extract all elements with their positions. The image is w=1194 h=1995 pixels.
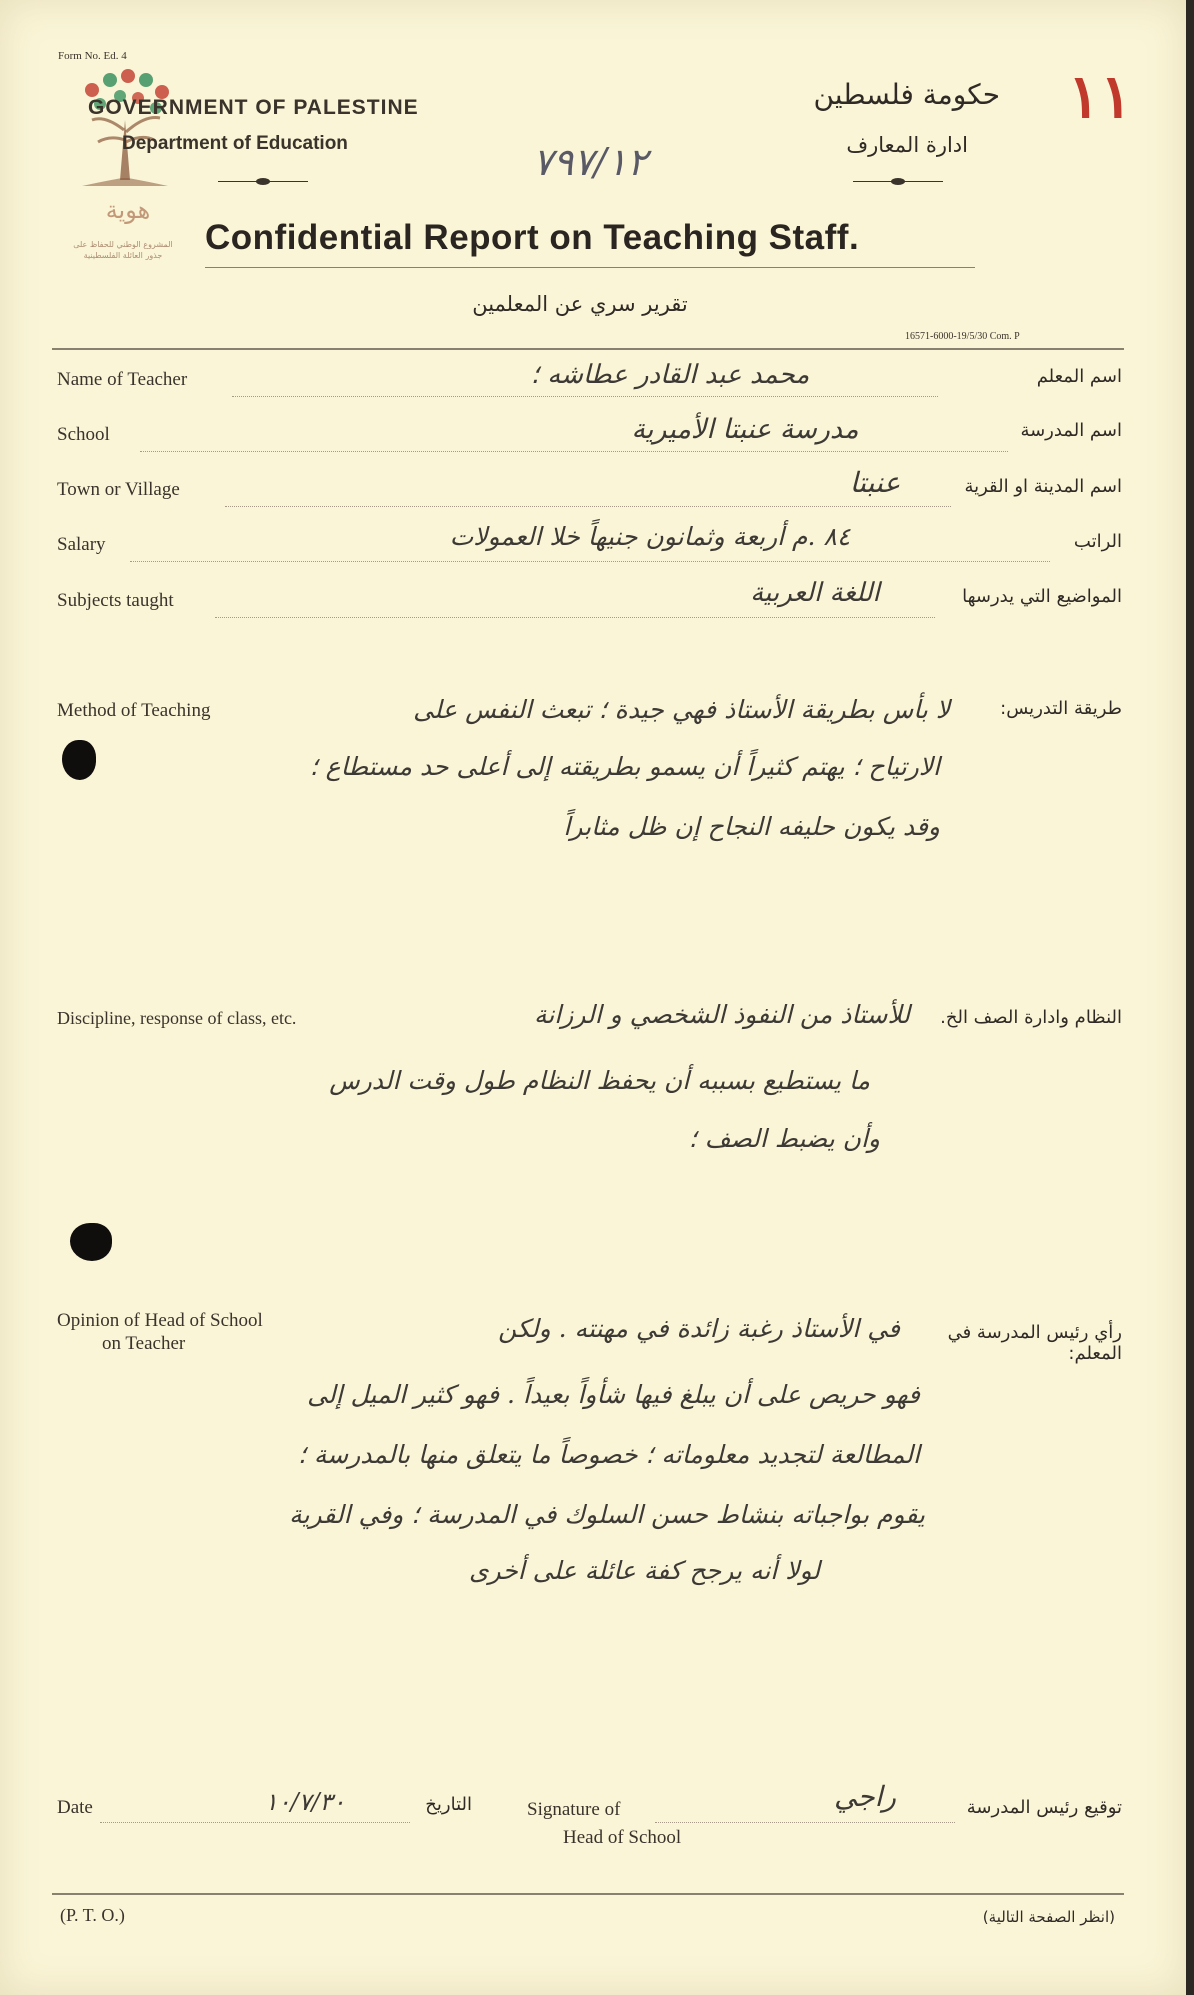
- discipline-text-line-1: للأستاذ من النفوذ الشخصي و الرزانة: [533, 1000, 910, 1029]
- opinion-text-line-4: يقوم بواجباته بنشاط حسن السلوك في المدرسة ؛ وفي القرية: [289, 1500, 925, 1529]
- opinion-label-en-2: on Teacher: [102, 1333, 186, 1354]
- field-label-salary-ar: الراتب: [1073, 531, 1122, 552]
- opinion-text-line-2: فهو حريص على أن يبلغ فيها شأواً بعيداً . فهو كثير الميل إلى: [307, 1380, 920, 1409]
- ink-blot-1: [62, 740, 96, 780]
- watermark-brand: هوية: [105, 196, 151, 224]
- tree-logo-icon: [70, 60, 180, 190]
- field-value-salary: ٨٤ .م أربعة وثمانون جنيهاً خلا العمولات: [449, 522, 851, 551]
- header-rule: [52, 348, 1124, 350]
- field-value-name: محمد عبد القادر عطاشه ؛: [530, 360, 810, 390]
- corner-red-mark: ١١: [1067, 62, 1133, 132]
- date-label-ar: التاريخ: [425, 1794, 472, 1815]
- signature-label-en-1: Signature of: [527, 1799, 621, 1820]
- opinion-label-en-1: Opinion of Head of School: [57, 1310, 263, 1331]
- method-label-en: Method of Teaching: [57, 700, 211, 721]
- report-title-ar: تقرير سري عن المعلمين: [472, 292, 688, 316]
- signature-value: راجي: [834, 1780, 896, 1813]
- date-line: [100, 1822, 410, 1823]
- field-label-name-ar: اسم المعلم: [1036, 366, 1122, 387]
- footer-rule: [52, 1893, 1124, 1895]
- method-text-line-2: الارتياح ؛ يهتم كثيراً أن يسمو بطريقته إلى أعلى حد مستطاع ؛: [309, 752, 940, 781]
- field-label-name-en: Name of Teacher: [57, 369, 188, 390]
- field-line-salary: [130, 561, 1050, 562]
- reference-number-handwritten: ٧٩٧/١٢: [532, 140, 648, 184]
- field-value-subjects: اللغة العربية: [750, 578, 880, 608]
- pto-ar: (انظر الصفحة التالية): [982, 1908, 1115, 1926]
- field-line-subjects: [215, 617, 935, 618]
- signature-label-en-2: Head of School: [563, 1827, 682, 1848]
- method-text-line-3: وقد يكون حليفه النجاح إن ظل مثابراً: [563, 812, 940, 841]
- opinion-text-line-1: في الأستاذ رغبة زائدة في مهنته . ولكن: [498, 1314, 900, 1343]
- report-title-en: Confidential Report on Teaching Staff.: [205, 218, 860, 257]
- title-underline: [205, 267, 975, 268]
- opinion-text-line-5: لولا أنه يرجح كفة عائلة على أخرى: [468, 1556, 820, 1585]
- signature-label-ar: توقيع رئيس المدرسة: [966, 1797, 1122, 1818]
- watermark-caption-2: جذور العائلة الفلسطينية: [83, 251, 163, 260]
- signature-line: [655, 1822, 955, 1823]
- form-number: Form No. Ed. 4: [58, 50, 127, 62]
- ornament-divider-ar: [853, 181, 943, 182]
- discipline-label-ar: النظام وادارة الصف الخ.: [940, 1007, 1122, 1028]
- watermark-caption-1: المشروع الوطني للحفاظ على: [73, 240, 173, 249]
- field-line-school: [140, 451, 1008, 452]
- date-value: ١٠/٧/٣٠: [264, 1788, 346, 1816]
- field-value-town: عنبتا: [849, 466, 901, 499]
- field-label-salary-en: Salary: [57, 534, 106, 555]
- department-title-ar: ادارة المعارف: [846, 133, 968, 157]
- field-label-town-en: Town or Village: [57, 479, 180, 500]
- field-line-town: [225, 506, 951, 507]
- field-label-town-ar: اسم المدينة او القرية: [964, 476, 1122, 497]
- field-label-subjects-ar: المواضيع التي يدرسها: [962, 586, 1122, 607]
- government-title-ar: حكومة فلسطين: [813, 78, 1000, 111]
- date-label-en: Date: [57, 1797, 93, 1818]
- field-line-name: [232, 396, 938, 397]
- field-label-subjects-en: Subjects taught: [57, 590, 174, 611]
- field-label-school-en: School: [57, 424, 110, 445]
- ornament-divider-en: [218, 181, 308, 182]
- method-text-line-1: لا بأس بطريقة الأستاذ فهي جيدة ؛ تبعث النفس على: [413, 695, 950, 724]
- government-title-en: GOVERNMENT OF PALESTINE: [88, 96, 419, 119]
- discipline-label-en: Discipline, response of class, etc.: [57, 1008, 297, 1028]
- opinion-text-line-3: المطالعة لتجديد معلوماته ؛ خصوصاً ما يتعلق منها بالمدرسة ؛: [297, 1440, 920, 1469]
- ink-blot-2: [70, 1223, 112, 1261]
- department-title-en: Department of Education: [122, 133, 348, 154]
- discipline-text-line-2: ما يستطيع بسببه أن يحفظ النظام طول وقت الدرس: [329, 1066, 870, 1095]
- field-value-school: مدرسة عنبتا الأميرية: [631, 414, 859, 445]
- pto-en: (P. T. O.): [60, 1905, 125, 1925]
- field-label-school-ar: اسم المدرسة: [1020, 420, 1122, 441]
- method-label-ar: طريقة التدريس:: [1000, 698, 1122, 719]
- opinion-label-ar: رأي رئيس المدرسة في المعلم:: [947, 1322, 1122, 1364]
- discipline-text-line-3: وأن يضبط الصف ؛: [688, 1124, 880, 1153]
- print-code: 16571-6000-19/5/30 Com. P: [905, 331, 1020, 342]
